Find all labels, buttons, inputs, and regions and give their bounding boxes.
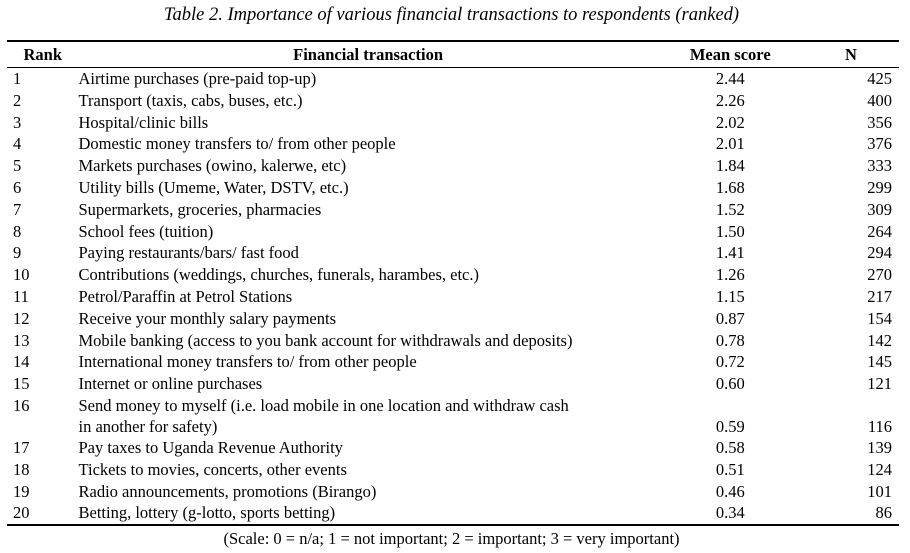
table-row	[7, 330, 899, 352]
mean-score-cell: 1.68	[715, 177, 745, 197]
transaction-line: Radio announcements, promotions (Birango)	[78, 481, 377, 501]
table-row	[7, 199, 899, 221]
n-cell: 270	[867, 265, 892, 285]
mean-score-cell: 1.84	[715, 156, 745, 176]
mean-score-cell: 1.26	[715, 265, 745, 285]
mean-score-cell: 2.44	[715, 69, 745, 88]
transaction-cell	[79, 155, 658, 177]
rank-cell: 11	[13, 286, 29, 306]
mean-score-cell: 2.26	[715, 90, 745, 110]
rank-cell: 19	[13, 481, 30, 501]
table-caption: Table 2. Importance of various financial transactions to respondents (ranked)	[163, 5, 740, 25]
mean-score-cell: 0.59	[715, 416, 745, 436]
transaction-cell	[79, 264, 658, 286]
transaction-cell	[79, 459, 658, 481]
rank-cell: 9	[13, 243, 22, 263]
header-row	[7, 41, 899, 68]
mean-score-cell: 0.72	[715, 352, 745, 372]
financial-transactions-table	[7, 40, 899, 526]
transaction-line: Transport (taxis, cabs, buses, etc.)	[78, 90, 303, 110]
n-cell: 376	[867, 134, 892, 154]
transaction-cell	[79, 351, 658, 373]
n-cell: 294	[867, 243, 892, 263]
transaction-line: International money transfers to/ from other people	[78, 352, 417, 372]
transaction-cell	[79, 373, 658, 395]
table-row	[7, 264, 899, 286]
rank-cell: 5	[13, 156, 22, 176]
rank-cell: 1	[13, 69, 22, 88]
table-row	[7, 437, 899, 459]
table-body	[7, 68, 899, 526]
transaction-line: School fees (tuition)	[78, 221, 214, 241]
n-cell: 299	[867, 177, 892, 197]
table-row	[7, 395, 899, 437]
header-n: N	[803, 41, 899, 68]
rank-cell: 10	[13, 265, 30, 285]
rank-cell: 12	[13, 308, 30, 328]
header-transaction: Financial transaction	[79, 41, 658, 68]
mean-score-cell: 0.34	[658, 502, 803, 525]
table-row	[7, 133, 899, 155]
n-cell: 121	[867, 374, 892, 394]
table-row	[7, 242, 899, 264]
mean-score-cell: 0.60	[715, 374, 745, 394]
transaction-cell	[79, 112, 658, 134]
transaction-line: Pay taxes to Uganda Revenue Authority	[78, 437, 343, 457]
transaction-cell	[79, 90, 658, 112]
transaction-line: Send money to myself (i.e. load mobile in one location and withdraw cash	[78, 395, 569, 415]
mean-score-cell: 2.02	[715, 112, 745, 132]
transaction-cell	[79, 502, 658, 525]
table-row	[7, 351, 899, 373]
n-cell: 309	[867, 199, 892, 219]
transaction-cell	[79, 199, 658, 221]
table-row	[7, 286, 899, 308]
transaction-cell	[79, 177, 658, 199]
rank-cell: 14	[13, 352, 30, 372]
mean-score-cell: 0.51	[715, 459, 745, 479]
transaction-cell	[79, 330, 658, 352]
table-row	[7, 221, 899, 243]
transaction-cell	[79, 68, 658, 90]
n-cell: 142	[867, 330, 892, 350]
table-row	[7, 68, 899, 90]
rank-cell: 8	[13, 221, 22, 241]
table-row	[7, 502, 899, 525]
transaction-line: Receive your monthly salary payments	[78, 308, 337, 328]
table-row	[7, 90, 899, 112]
rank-cell: 17	[13, 437, 30, 457]
transaction-cell	[79, 481, 658, 503]
transaction-cell	[79, 242, 658, 264]
table-row	[7, 308, 899, 330]
table-row	[7, 112, 899, 134]
transaction-line: Domestic money transfers to/ from other people	[78, 134, 396, 154]
transaction-cell	[79, 286, 658, 308]
n-cell: 116	[867, 416, 892, 436]
transaction-cell	[79, 308, 658, 330]
transaction-line: Utility bills (Umeme, Water, DSTV, etc.)	[78, 177, 349, 197]
transaction-line: Mobile banking (access to you bank account for withdrawals and deposits)	[78, 330, 573, 350]
table-row	[7, 177, 899, 199]
rank-cell: 15	[13, 374, 30, 394]
n-cell: 333	[867, 156, 892, 176]
rank-cell: 2	[13, 90, 22, 110]
rank-cell: 13	[13, 330, 30, 350]
n-cell: 356	[867, 112, 892, 132]
mean-score-cell: 1.41	[715, 243, 745, 263]
transaction-cell	[79, 221, 658, 243]
rank-cell: 4	[13, 134, 22, 154]
mean-score-cell: 0.46	[715, 481, 745, 501]
n-cell: 139	[867, 437, 892, 457]
transaction-line: Supermarkets, groceries, pharmacies	[78, 199, 322, 219]
n-cell: 86	[803, 502, 899, 525]
transaction-line: Markets purchases (owino, kalerwe, etc)	[78, 156, 347, 176]
table-row	[7, 459, 899, 481]
table-row	[7, 373, 899, 395]
rank-cell: 16	[13, 395, 30, 415]
transaction-line: Hospital/clinic bills	[78, 112, 209, 132]
transaction-line: Petrol/Paraffin at Petrol Stations	[78, 286, 293, 306]
n-cell: 124	[867, 459, 892, 479]
transaction-cell	[79, 437, 658, 459]
transaction-line: Betting, lottery (g-lotto, sports betting)	[78, 503, 336, 523]
transaction-line: Tickets to movies, concerts, other events	[78, 459, 347, 479]
transaction-line: Internet or online purchases	[78, 374, 263, 394]
mean-score-cell: 1.15	[715, 286, 745, 306]
n-cell: 101	[867, 481, 892, 501]
transaction-cell	[79, 133, 658, 155]
rank-cell: 3	[13, 112, 22, 132]
rank-cell: 6	[13, 177, 22, 197]
rank-cell: 20	[7, 502, 79, 525]
scale-note: (Scale: 0 = n/a; 1 = not important; 2 = important; 3 = very important)	[223, 529, 680, 548]
mean-score-cell: 2.01	[715, 134, 745, 154]
n-cell: 154	[867, 308, 892, 328]
rank-cell: 18	[13, 459, 30, 479]
transaction-line: Paying restaurants/bars/ fast food	[78, 243, 299, 263]
transaction-line: Contributions (weddings, churches, funerals, harambes, etc.)	[78, 265, 479, 285]
n-cell: 400	[867, 90, 892, 110]
mean-score-cell: 0.58	[715, 437, 745, 457]
transaction-line: in another for safety)	[78, 416, 218, 436]
n-cell: 264	[867, 221, 892, 241]
transaction-cell	[79, 395, 658, 437]
mean-score-cell: 1.50	[715, 221, 745, 241]
mean-score-cell: 0.87	[715, 308, 745, 328]
table-row	[7, 155, 899, 177]
transaction-line: Airtime purchases (pre-paid top-up)	[78, 69, 317, 88]
n-cell: 425	[867, 69, 892, 88]
header-rank: Rank	[7, 41, 79, 68]
header-mean-score: Mean score	[658, 41, 803, 68]
n-cell: 145	[867, 352, 892, 372]
rank-cell: 7	[13, 199, 22, 219]
mean-score-cell: 1.52	[715, 199, 745, 219]
table-row	[7, 481, 899, 503]
n-cell: 217	[867, 286, 892, 306]
mean-score-cell: 0.78	[715, 330, 745, 350]
